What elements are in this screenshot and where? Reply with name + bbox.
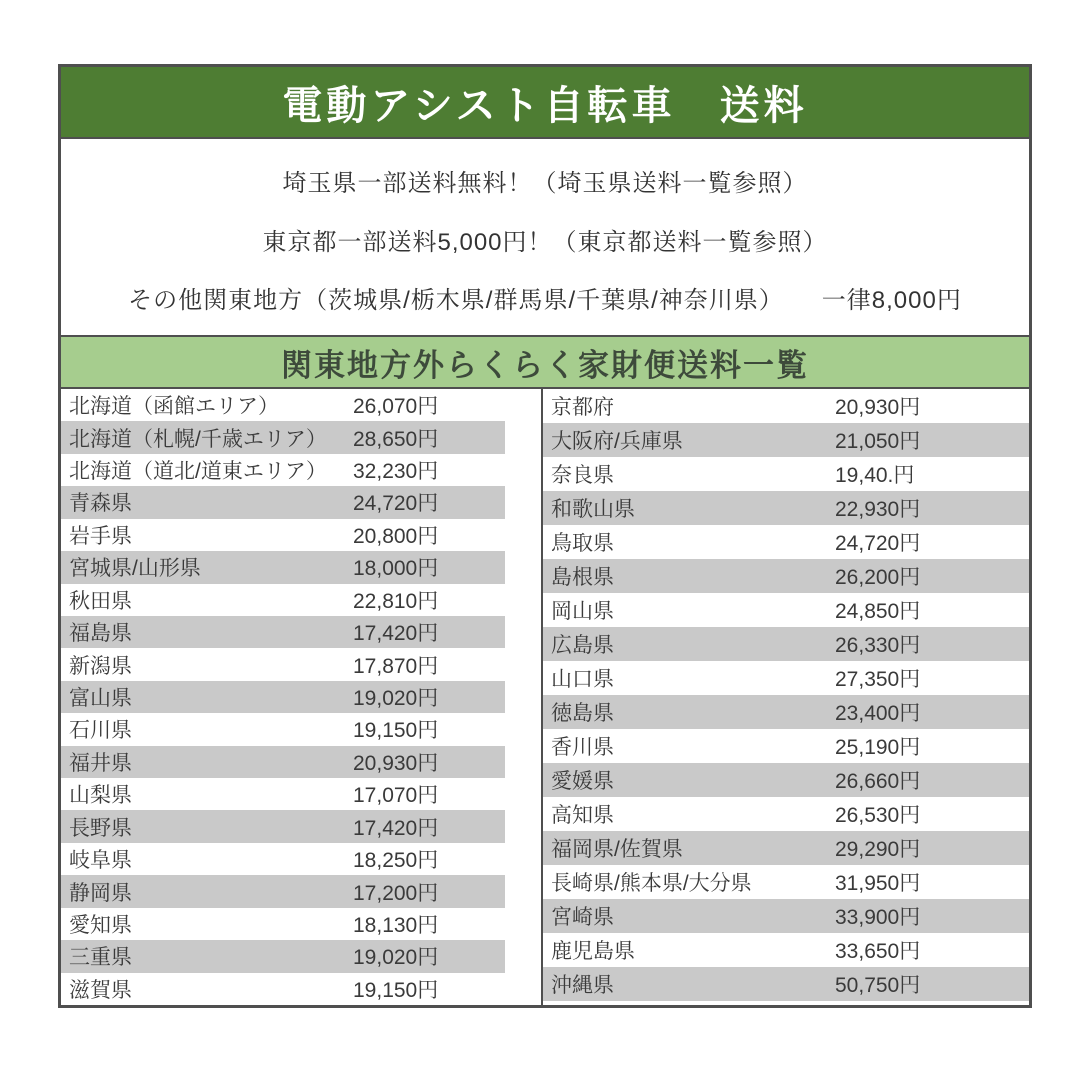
shipping-price: 27,350円: [835, 668, 921, 691]
table-row: [543, 559, 1029, 593]
page-title: 電動アシスト自転車 送料: [282, 83, 808, 128]
shipping-price: 17,420円: [353, 816, 439, 840]
prefecture-name: 鹿児島県: [551, 940, 635, 963]
table-row-background: [543, 627, 1029, 661]
shipping-price: 26,200円: [835, 566, 921, 589]
table-row: [543, 661, 1029, 695]
table-row: [61, 551, 541, 583]
shipping-price: 26,530円: [835, 804, 921, 827]
prefecture-name: 福井県: [69, 751, 132, 775]
prefecture-name: 山口県: [551, 668, 614, 691]
table-row: [543, 593, 1029, 627]
table-row-background: [543, 831, 1029, 865]
table-row: [61, 908, 541, 940]
shipping-price: 19,150円: [353, 978, 439, 1002]
notice-tokyo: 東京都一部送料5,000円！（東京都送料一覧参照）: [262, 228, 828, 256]
shipping-price: 32,230円: [353, 460, 439, 484]
shipping-price: 19,150円: [353, 719, 439, 743]
table-row: [61, 713, 541, 745]
table-row: [61, 681, 541, 713]
prefecture-name: 福島県: [69, 622, 132, 646]
table-row: [543, 423, 1029, 457]
shipping-price: 20,930円: [835, 396, 921, 419]
table-row: [61, 778, 541, 810]
table-row-background: [543, 457, 1029, 491]
prefecture-name: 京都府: [551, 396, 614, 419]
notice-section: [61, 139, 1029, 335]
table-row-background: [543, 423, 1029, 457]
prefecture-name: 香川県: [551, 736, 614, 759]
table-row-background: [61, 584, 505, 616]
prefecture-name: 島根県: [551, 566, 614, 589]
table-row: [543, 831, 1029, 865]
table-row: [543, 797, 1029, 831]
shipping-price: 18,250円: [353, 849, 439, 873]
shipping-price: 26,330円: [835, 634, 921, 657]
shipping-fee-table: [61, 389, 1029, 1005]
notice-saitama: 埼玉県一部送料無料！（埼玉県送料一覧参照）: [282, 170, 808, 197]
table-row: [543, 525, 1029, 559]
table-row-background: [61, 973, 505, 1005]
shipping-price: 33,900円: [835, 906, 921, 929]
table-row-background: [543, 661, 1029, 695]
prefecture-name: 徳島県: [551, 702, 614, 725]
prefecture-name: 長崎県/熊本県/大分県: [551, 872, 752, 895]
prefecture-name: 大阪府/兵庫県: [551, 430, 683, 453]
prefecture-name: 山梨県: [69, 784, 132, 808]
prefecture-name: 鳥取県: [551, 532, 614, 555]
prefecture-name: 富山県: [69, 687, 132, 710]
prefecture-name: 秋田県: [69, 589, 132, 613]
table-row: [543, 389, 1029, 423]
table-row: [61, 973, 541, 1005]
table-row: [61, 519, 541, 551]
table-row: [61, 746, 541, 778]
prefecture-name: 長野県: [69, 816, 132, 840]
table-row: [61, 616, 541, 648]
table-row-background: [543, 967, 1029, 1001]
shipping-price: 20,800円: [353, 524, 439, 548]
table-row: [543, 729, 1029, 763]
table-row-background: [61, 681, 505, 713]
table-row-background: [543, 695, 1029, 729]
table-row-background: [61, 551, 505, 583]
table-right-column: [543, 389, 1029, 1005]
prefecture-name: 奈良県: [551, 464, 614, 487]
table-row-background: [61, 940, 505, 972]
table-row-background: [61, 746, 505, 778]
shipping-price: 24,720円: [835, 532, 921, 555]
prefecture-name: 高知県: [551, 804, 614, 827]
table-title-bar: [61, 335, 1029, 389]
shipping-price: 21,050円: [835, 430, 921, 453]
prefecture-name: 愛知県: [69, 913, 132, 937]
table-row-background: [61, 648, 505, 680]
shipping-price: 33,650円: [835, 940, 921, 963]
table-row-background: [61, 875, 505, 907]
prefecture-name: 福岡県/佐賀県: [551, 838, 683, 861]
shipping-price: 18,000円: [353, 557, 439, 581]
table-row: [543, 627, 1029, 661]
prefecture-name: 北海道（函館エリア）: [69, 395, 279, 419]
shipping-price: 17,420円: [353, 622, 439, 646]
table-row-background: [61, 486, 505, 518]
shipping-price: 18,130円: [353, 913, 439, 937]
table-row: [61, 584, 541, 616]
prefecture-name: 北海道（札幌/千歳エリア）: [69, 427, 327, 451]
prefecture-name: 愛媛県: [551, 770, 614, 793]
table-row-background: [61, 810, 505, 842]
table-row-background: [61, 843, 505, 875]
shipping-price: 23,400円: [835, 702, 921, 725]
shipping-price: 19,40.円: [835, 464, 915, 487]
prefecture-name: 沖縄県: [551, 974, 614, 997]
prefecture-name: 静岡県: [69, 881, 132, 905]
prefecture-name: 岩手県: [69, 524, 132, 548]
table-row-background: [543, 729, 1029, 763]
shipping-price: 25,190円: [835, 736, 921, 759]
table-row: [61, 389, 541, 421]
table-row: [61, 875, 541, 907]
prefecture-name: 青森県: [69, 492, 132, 516]
table-row-background: [61, 389, 505, 421]
table-row-background: [61, 778, 505, 810]
shipping-price: 26,660円: [835, 770, 921, 793]
prefecture-name: 和歌山県: [551, 498, 635, 521]
table-row: [543, 1001, 1029, 1005]
shipping-price: 24,850円: [835, 600, 921, 623]
table-row: [543, 491, 1029, 525]
table-row: [543, 933, 1029, 967]
table-row-background: [543, 763, 1029, 797]
table-row-background: [61, 519, 505, 551]
shipping-price: 31,950円: [835, 872, 921, 895]
table-row-background: [543, 865, 1029, 899]
table-row-background: [543, 797, 1029, 831]
table-row: [543, 865, 1029, 899]
shipping-price: 17,070円: [353, 784, 439, 808]
prefecture-name: 宮城県/山形県: [69, 557, 201, 581]
shipping-price: 22,930円: [835, 498, 921, 521]
table-title: 関東地方外らくらく家財便送料一覧: [281, 347, 809, 383]
prefecture-name: 石川県: [69, 719, 132, 743]
table-row: [543, 967, 1029, 1001]
table-row-background: [543, 933, 1029, 967]
table-row-background: [61, 616, 505, 648]
table-row: [61, 843, 541, 875]
notice-other-kanto: その他関東地方（茨城県/栃木県/群馬県/千葉県/神奈川県） 一律8,000円: [128, 287, 962, 314]
table-row-background: [61, 421, 505, 453]
table-row-background: [61, 713, 505, 745]
table-row: [61, 486, 541, 518]
table-row-background: [543, 1001, 1029, 1005]
table-row-background: [543, 593, 1029, 627]
table-row-background: [543, 525, 1029, 559]
table-row-background: [61, 454, 505, 486]
table-row: [543, 457, 1029, 491]
shipping-price: 24,720円: [353, 492, 439, 516]
prefecture-name: 三重県: [69, 946, 132, 970]
shipping-price: 17,870円: [353, 654, 439, 678]
table-row: [61, 810, 541, 842]
shipping-info-panel: [58, 64, 1032, 1008]
shipping-price: 26,070円: [353, 395, 439, 419]
table-row: [61, 421, 541, 453]
prefecture-name: 北海道（道北/道東エリア）: [69, 460, 327, 484]
prefecture-name: 宮崎県: [551, 906, 614, 929]
page-title-bar: [61, 67, 1029, 139]
table-row: [543, 695, 1029, 729]
table-row-background: [61, 908, 505, 940]
table-row: [61, 454, 541, 486]
shipping-price: 29,290円: [835, 838, 921, 861]
table-row-background: [543, 389, 1029, 423]
prefecture-name: 広島県: [551, 634, 614, 657]
prefecture-name: 滋賀県: [69, 978, 132, 1002]
table-row: [61, 940, 541, 972]
table-row-background: [543, 491, 1029, 525]
table-row: [543, 899, 1029, 933]
table-row: [543, 763, 1029, 797]
shipping-price: 20,930円: [353, 751, 439, 775]
shipping-price: 22,810円: [353, 589, 439, 613]
table-left-column: [61, 389, 541, 1005]
prefecture-name: 岐阜県: [69, 849, 132, 873]
prefecture-name: 岡山県: [551, 600, 614, 623]
shipping-price: 17,200円: [353, 881, 439, 905]
shipping-price: 50,750円: [835, 974, 921, 997]
table-row-background: [543, 559, 1029, 593]
shipping-price: 19,020円: [353, 687, 439, 710]
shipping-price: 28,650円: [353, 427, 439, 451]
shipping-price: 19,020円: [353, 946, 439, 970]
table-row-background: [543, 899, 1029, 933]
table-row: [61, 648, 541, 680]
prefecture-name: 新潟県: [69, 654, 132, 678]
